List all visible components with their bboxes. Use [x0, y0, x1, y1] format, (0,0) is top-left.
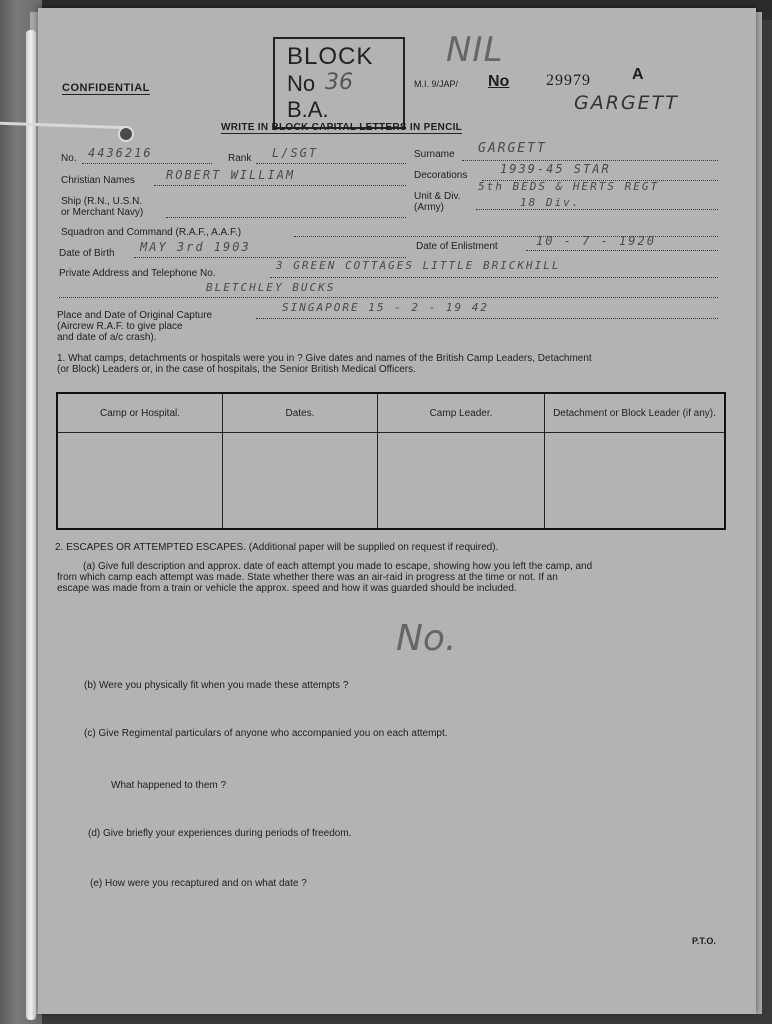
dob-line — [134, 257, 406, 258]
unit-line — [476, 209, 718, 210]
form-suffix: A — [632, 66, 644, 83]
capture-value: SINGAPORE 15 - 2 - 19 42 — [282, 301, 489, 314]
decorations-label: Decorations — [414, 170, 468, 181]
surname-line — [462, 160, 718, 161]
no-value: 4436216 — [88, 146, 153, 160]
rank-line — [256, 163, 406, 164]
question-2d: (d) Give briefly your experiences during periods of freedom. — [88, 828, 352, 839]
form-number: 29979 — [546, 72, 591, 89]
surname-annotation: GARGETT — [574, 92, 679, 114]
escape-answer: No. — [396, 618, 457, 659]
surname-value: GARGETT — [478, 141, 547, 156]
mi-reference: M.I. 9/JAP/ — [414, 79, 459, 89]
rank-label: Rank — [228, 153, 252, 164]
question-2a — [57, 561, 733, 594]
no-label: No. — [61, 153, 77, 164]
table-cell[interactable] — [378, 433, 545, 530]
column-header-dates: Dates. — [223, 393, 378, 433]
christian-names-line — [154, 185, 406, 186]
stamp-ba-text: B.A. — [287, 97, 329, 122]
unit-value-line1: 5th BEDS & HERTS REGT — [478, 180, 660, 193]
column-header-camp: Camp or Hospital. — [57, 393, 223, 433]
capture-label-line2: (Aircrew R.A.F. to give place — [57, 321, 183, 332]
dob-value: MAY 3rd 1903 — [140, 240, 251, 254]
pto-label: P.T.O. — [692, 936, 716, 946]
column-header-detachment-leader: Detachment or Block Leader (if any). — [545, 393, 726, 433]
christian-names-value: ROBERT WILLIAM — [166, 168, 296, 182]
unit-label-line2: (Army) — [414, 202, 444, 213]
no-line — [82, 163, 212, 164]
question-1 — [57, 353, 733, 375]
enlistment-line — [526, 250, 718, 251]
enlistment-label: Date of Enlistment — [416, 241, 498, 252]
address-value-line2: BLETCHLEY BUCKS — [206, 281, 336, 294]
table-cell[interactable] — [545, 433, 726, 530]
classification-label: CONFIDENTIAL — [62, 82, 150, 94]
camps-table-header — [57, 393, 725, 433]
christian-names-label: Christian Names — [61, 175, 135, 186]
question-1-line2: (or Block) Leaders or, in the case of hospitals, the Senior British Medical Officers. — [57, 364, 416, 375]
unit-label — [414, 191, 461, 213]
camps-table-row — [57, 433, 725, 530]
capture-line — [256, 318, 718, 319]
binder-rod — [26, 30, 36, 1020]
question-2b: (b) Were you physically fit when you made these attempts ? — [84, 680, 349, 691]
address-value-line1: 3 GREEN COTTAGES LITTLE BRICKHILL — [276, 259, 561, 272]
ship-label-line2: or Merchant Navy) — [61, 207, 144, 218]
ship-label-line1: Ship (R.N., U.S.N. — [61, 196, 143, 207]
form-no-label: No — [488, 73, 510, 90]
decorations-value: 1939-45 STAR — [500, 162, 611, 176]
camps-table — [56, 392, 726, 530]
column-header-camp-leader: Camp Leader. — [378, 393, 545, 433]
surname-label: Surname — [414, 149, 455, 160]
question-2a-line2: from which camp each attempt was made. State whether there was an air-raid in progress at the time or not. If an — [57, 572, 558, 583]
ship-line — [166, 217, 406, 218]
address-line1 — [270, 277, 718, 278]
punch-hole — [118, 126, 134, 142]
question-1-line1: 1. What camps, detachments or hospitals were you in ? Give dates and names of the British Camp Leaders, Detachment — [57, 353, 592, 364]
address-label: Private Address and Telephone No. — [59, 268, 216, 279]
stamp-no-text: No — [287, 71, 316, 96]
pencil-instruction: WRITE IN BLOCK CAPITAL LETTERS IN PENCIL — [221, 122, 463, 133]
table-cell[interactable] — [57, 433, 223, 530]
question-2c-sub: What happened to them ? — [111, 780, 227, 791]
stamp-number: 36 — [325, 70, 353, 95]
question-2e: (e) How were you recaptured and on what date ? — [90, 878, 307, 889]
capture-label-line1: Place and Date of Original Capture — [57, 310, 213, 321]
nil-annotation: NIL — [446, 30, 504, 70]
block-stamp — [273, 37, 405, 129]
rank-value: L/SGT — [272, 146, 319, 160]
table-cell[interactable] — [223, 433, 378, 530]
address-line2 — [59, 297, 718, 298]
capture-label — [57, 310, 212, 343]
stamp-block-text: BLOCK — [287, 43, 374, 70]
ship-label — [61, 196, 143, 218]
question-2c: (c) Give Regimental particulars of anyone who accompanied you on each attempt. — [84, 728, 448, 739]
section-2-heading: 2. ESCAPES OR ATTEMPTED ESCAPES. (Additional paper will be supplied on request if required). — [55, 542, 499, 553]
unit-label-line1: Unit & Div. — [414, 191, 461, 202]
question-2a-line3: escape was made from a train or vehicle the approx. speed and how it was guarded should be included. — [57, 583, 517, 594]
capture-label-line3: and date of a/c crash). — [57, 332, 157, 343]
enlistment-value: 10 - 7 - 1920 — [536, 234, 656, 248]
dob-label: Date of Birth — [59, 248, 115, 259]
squadron-label: Squadron and Command (R.A.F., A.A.F.) — [61, 227, 242, 238]
unit-value-line2: 18 Div. — [520, 196, 581, 209]
question-2a-line1: (a) Give full description and approx. date of each attempt you made to escape, showing how you left the camp, and — [83, 561, 593, 572]
